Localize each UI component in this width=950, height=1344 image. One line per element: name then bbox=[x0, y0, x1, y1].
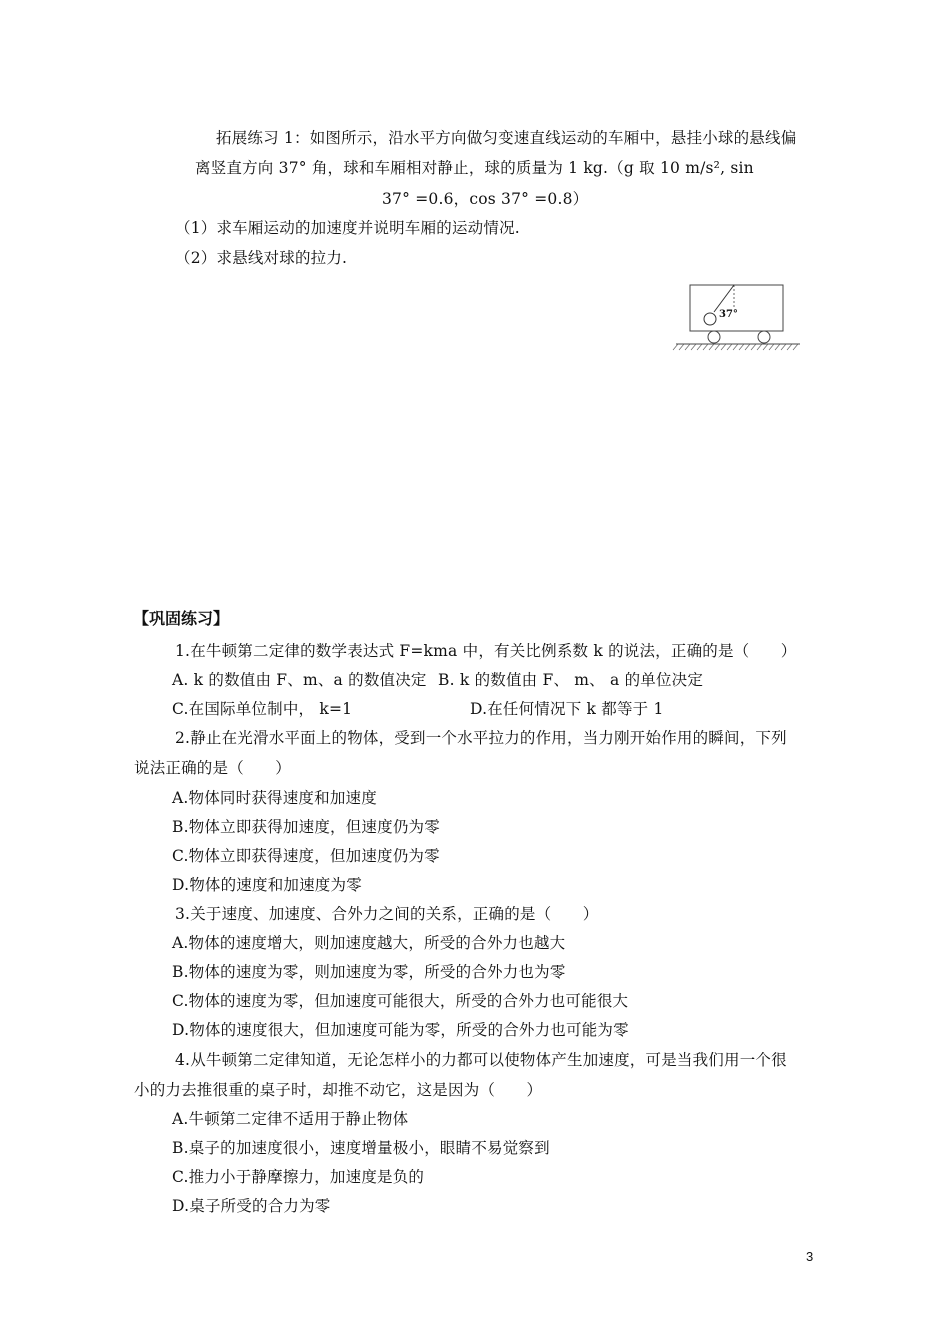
consolidation-heading: 【巩固练习】 bbox=[133, 609, 230, 628]
hatch-mark bbox=[757, 344, 762, 350]
hatch-mark bbox=[673, 344, 678, 350]
hanging-ball bbox=[704, 313, 716, 325]
problem-4-option-d: D.桌子所受的合力为零 bbox=[172, 1197, 331, 1215]
hatch-mark bbox=[739, 344, 744, 350]
problem-4-stem-line-1: 4.从牛顿第二定律知道，无论怎样小的力都可以使物体产生加速度，可是当我们用一个很 bbox=[175, 1051, 787, 1069]
hatch-mark bbox=[775, 344, 780, 350]
hatch-mark bbox=[793, 344, 798, 350]
problem-4-option-b: B.桌子的加速度很小，速度增量极小，眼睛不易觉察到 bbox=[172, 1139, 550, 1157]
problem-2-stem-line-2: 说法正确的是（ ） bbox=[134, 759, 292, 777]
hatch-mark bbox=[745, 344, 750, 350]
hatch-mark bbox=[751, 344, 756, 350]
problem-4-stem-line-2: 小的力去推很重的桌子时，却推不动它，这是因为（ ） bbox=[134, 1081, 543, 1099]
problem-2-option-d: D.物体的速度和加速度为零 bbox=[172, 876, 362, 894]
car-body bbox=[690, 285, 783, 331]
extension-question-1: （1）求车厢运动的加速度并说明车厢的运动情况. bbox=[175, 219, 520, 237]
hatch-mark bbox=[703, 344, 708, 350]
hatch-mark bbox=[709, 344, 714, 350]
problem-3-option-c: C.物体的速度为零，但加速度可能很大，所受的合外力也可能很大 bbox=[172, 992, 629, 1010]
hatch-mark bbox=[697, 344, 702, 350]
extension-line-3: 37° =0.6，cos 37° =0.8） bbox=[382, 190, 589, 208]
problem-4-option-c: C.推力小于静摩擦力，加速度是负的 bbox=[172, 1168, 425, 1186]
problem-3-stem: 3.关于速度、加速度、合外力之间的关系，正确的是（ ） bbox=[175, 905, 599, 923]
problem-1-option-a: A. k 的数值由 F、m、a 的数值决定 bbox=[172, 671, 427, 689]
problem-2-option-b: B.物体立即获得加速度，但速度仍为零 bbox=[172, 818, 440, 836]
hatch-mark bbox=[763, 344, 768, 350]
extension-line-1: 拓展练习 1：如图所示，沿水平方向做匀变速直线运动的车厢中，悬挂小球的悬线偏 bbox=[216, 129, 797, 147]
suspension-string bbox=[714, 285, 734, 312]
problem-2-option-c: C.物体立即获得速度，但加速度仍为零 bbox=[172, 847, 440, 865]
hatch-mark bbox=[781, 344, 786, 350]
extension-question-2: （2）求悬线对球的拉力. bbox=[175, 249, 348, 267]
problem-1-option-b: B. k 的数值由 F、 m、 a 的单位决定 bbox=[438, 671, 704, 689]
hatch-mark bbox=[721, 344, 726, 350]
problem-2-option-a: A.物体同时获得速度和加速度 bbox=[172, 789, 377, 807]
hatch-mark bbox=[715, 344, 720, 350]
angle-label: 37° bbox=[719, 309, 738, 320]
hatch-mark bbox=[727, 344, 732, 350]
problem-1-stem: 1.在牛顿第二定律的数学表达式 F=kma 中，有关比例系数 k 的说法，正确的是（ ） bbox=[175, 642, 797, 660]
problem-3-option-a: A.物体的速度增大，则加速度越大，所受的合外力也越大 bbox=[172, 934, 566, 952]
wheel-right bbox=[758, 331, 770, 343]
hatch-mark bbox=[733, 344, 738, 350]
page-number: 3 bbox=[806, 1249, 814, 1264]
problem-1-option-c: C.在国际单位制中， k=1 bbox=[172, 700, 353, 718]
hatch-mark bbox=[769, 344, 774, 350]
hatch-mark bbox=[691, 344, 696, 350]
problem-3-option-d: D.物体的速度很大，但加速度可能为零，所受的合外力也可能为零 bbox=[172, 1021, 629, 1039]
hatch-mark bbox=[679, 344, 684, 350]
problem-3-option-b: B.物体的速度为零，则加速度为零，所受的合外力也为零 bbox=[172, 963, 566, 981]
extension-line-2: 离竖直方向 37° 角，球和车厢相对静止，球的质量为 1 kg.（g 取 10 m/s², sin bbox=[195, 159, 754, 177]
hatch-mark bbox=[685, 344, 690, 350]
problem-1-option-d: D.在任何情况下 k 都等于 1 bbox=[470, 700, 664, 718]
problem-2-stem-line-1: 2.静止在光滑水平面上的物体，受到一个水平拉力的作用，当力刚开始作用的瞬间，下列 bbox=[175, 729, 787, 747]
train-car-figure bbox=[672, 282, 804, 354]
ground-hatch bbox=[673, 344, 798, 350]
hatch-mark bbox=[787, 344, 792, 350]
problem-4-option-a: A.牛顿第二定律不适用于静止物体 bbox=[172, 1110, 409, 1128]
wheel-left bbox=[708, 331, 720, 343]
